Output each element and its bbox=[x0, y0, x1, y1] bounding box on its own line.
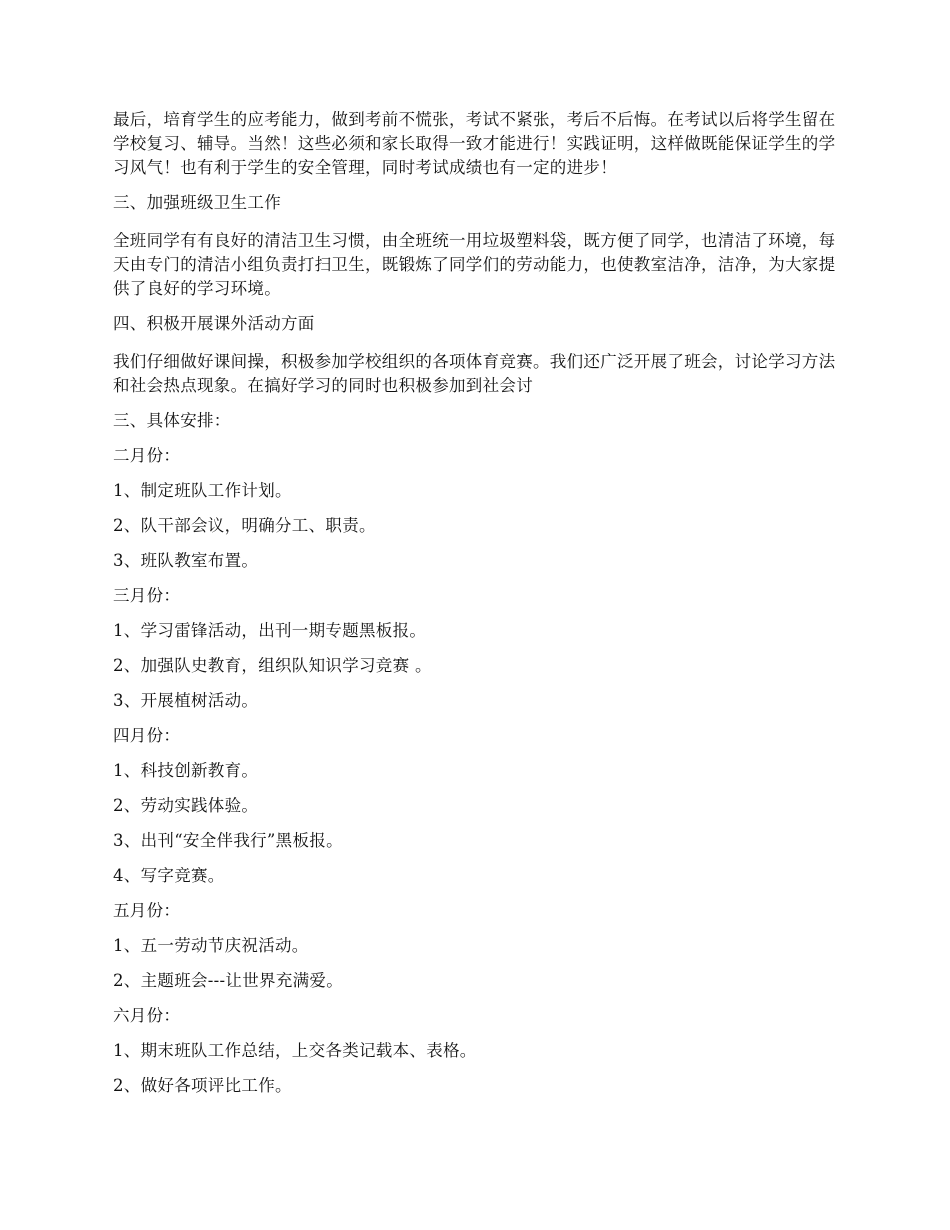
heading-specific-plan: 三、具体安排： bbox=[113, 411, 231, 430]
list-item: 3、班队教室布置。 bbox=[113, 551, 259, 570]
list-item: 1、制定班队工作计划。 bbox=[113, 481, 292, 500]
list-item: 1、科技创新教育。 bbox=[113, 761, 259, 780]
list-item: 2、队干部会议，明确分工、职责。 bbox=[113, 516, 376, 535]
month-heading-february: 二月份： bbox=[113, 446, 181, 465]
paragraph-hygiene: 全班同学有有良好的清洁卫生习惯，由全班统一用垃圾塑料袋，既方便了同学，也清洁了环境，每天由专门的清洁小组负责打扫卫生，既锻炼了同学们的劳动能力，也使教室洁净，洁净，为大家提供了良好的学习环境。 bbox=[113, 231, 836, 298]
list-item: 2、劳动实践体验。 bbox=[113, 796, 259, 815]
list-item: 1、学习雷锋活动，出刊一期专题黑板报。 bbox=[113, 621, 427, 640]
document-page bbox=[113, 108, 841, 1098]
paragraph-extracurricular: 我们仔细做好课间操，积极参加学校组织的各项体育竞赛。我们还广泛开展了班会，讨论学习方法和社会热点现象。在搞好学习的同时也积极参加到社会讨 bbox=[113, 352, 836, 395]
month-heading-june: 六月份： bbox=[113, 1006, 181, 1025]
list-item: 3、开展植树活动。 bbox=[113, 691, 259, 710]
month-heading-march: 三月份： bbox=[113, 586, 181, 605]
month-heading-april: 四月份： bbox=[113, 726, 181, 745]
heading-extracurricular: 四、积极开展课外活动方面 bbox=[113, 314, 315, 333]
list-item: 1、期末班队工作总结，上交各类记载本、表格。 bbox=[113, 1041, 477, 1060]
list-item: 2、主题班会---让世界充满爱。 bbox=[113, 971, 344, 990]
paragraph-exam-ability: 最后，培育学生的应考能力，做到考前不慌张，考试不紧张，考后不后悔。在考试以后将学生留在学校复习、辅导。当然！这些必须和家长取得一致才能进行！实践证明，这样做既能保证学生的学习风气！也有利于学生的安全管理，同时考试成绩也有一定的进步！ bbox=[113, 110, 836, 177]
list-item: 1、五一劳动节庆祝活动。 bbox=[113, 936, 309, 955]
list-item: 4、写字竞赛。 bbox=[113, 866, 225, 885]
heading-class-hygiene: 三、加强班级卫生工作 bbox=[113, 193, 281, 212]
list-item: 2、做好各项评比工作。 bbox=[113, 1076, 292, 1095]
list-item: 3、出刊“安全伴我行”黑板报。 bbox=[113, 831, 343, 850]
list-item: 2、加强队史教育，组织队知识学习竞赛 。 bbox=[113, 656, 432, 675]
month-heading-may: 五月份： bbox=[113, 901, 181, 920]
